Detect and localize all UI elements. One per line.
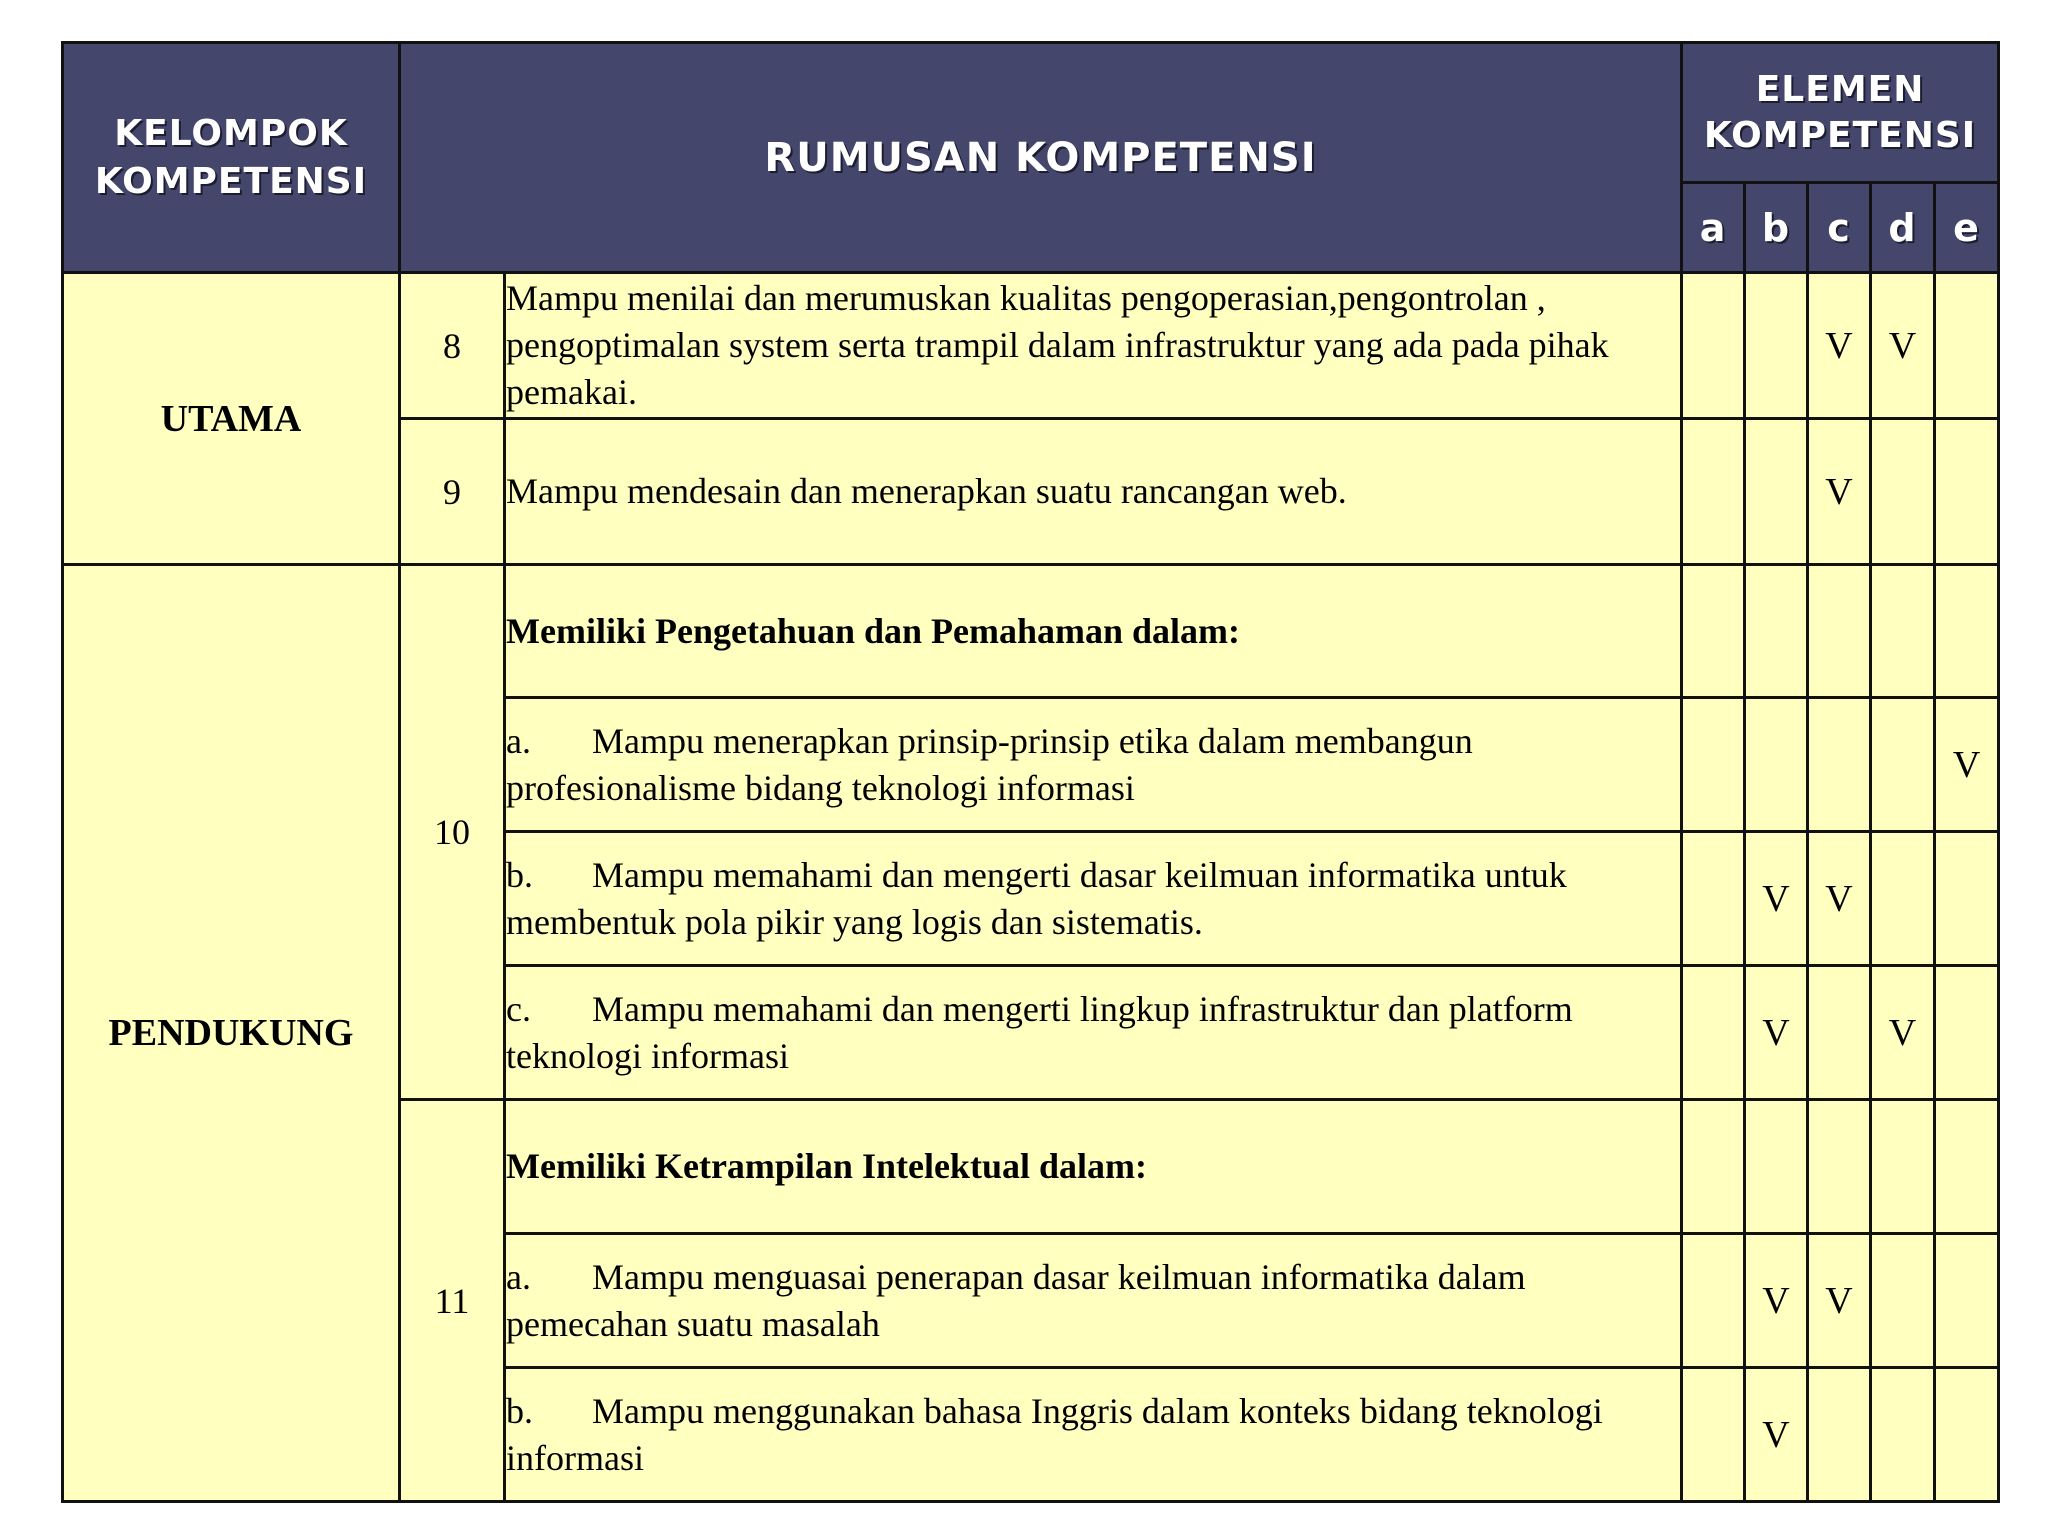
group-header: KELOMPOK KOMPETENSI — [63, 43, 400, 273]
header-row-top — [63, 43, 1999, 183]
check-cell — [1871, 1368, 1935, 1502]
subitem-label: c. — [506, 988, 531, 1029]
element-letter-b: b — [1745, 183, 1808, 273]
check-cell — [1935, 966, 1999, 1100]
table-row — [63, 273, 1999, 419]
subitem-label: b. — [506, 854, 533, 895]
check-mark: V — [1871, 273, 1935, 419]
check-cell — [1871, 1234, 1935, 1368]
subitem-text: Mampu memahami dan mengerti dasar keilmuan informatika untuk membentuk pola pikir yang logis dan sistematis. — [506, 854, 1567, 942]
check-cell — [1745, 1100, 1808, 1234]
competency-subitem — [505, 1368, 1682, 1502]
competency-heading: Memiliki Ketrampilan Intelektual dalam: — [505, 1100, 1682, 1234]
row-number: 8 — [400, 273, 505, 419]
check-cell — [1682, 698, 1745, 832]
check-cell — [1808, 1100, 1871, 1234]
check-cell — [1682, 565, 1745, 698]
check-mark: V — [1745, 832, 1808, 966]
check-cell — [1935, 1234, 1999, 1368]
subitem-text: Mampu menguasai penerapan dasar keilmuan informatika dalam pemecahan suatu masalah — [506, 1256, 1526, 1344]
check-cell — [1935, 273, 1999, 419]
check-cell — [1808, 565, 1871, 698]
check-cell — [1935, 1368, 1999, 1502]
check-mark: V — [1808, 1234, 1871, 1368]
competency-subitem — [505, 1234, 1682, 1368]
element-letter-c: c — [1808, 183, 1871, 273]
row-number: 9 — [400, 419, 505, 565]
check-cell — [1935, 419, 1999, 565]
subitem-label: b. — [506, 1390, 533, 1431]
check-cell — [1871, 419, 1935, 565]
competency-subitem — [505, 966, 1682, 1100]
formulation-header: RUMUSAN KOMPETENSI — [400, 43, 1682, 273]
check-cell — [1682, 832, 1745, 966]
competency-text: Mampu menilai dan merumuskan kualitas pengoperasian,pengontrolan , pengoptimalan system serta trampil dalam infrastruktur yang ada pada pihak pemakai. — [505, 273, 1682, 419]
check-cell — [1682, 1234, 1745, 1368]
check-mark: V — [1808, 832, 1871, 966]
competency-table — [61, 41, 2000, 1503]
check-cell — [1682, 966, 1745, 1100]
check-mark: V — [1745, 1368, 1808, 1502]
table-row — [63, 565, 1999, 698]
check-cell — [1935, 832, 1999, 966]
check-cell — [1682, 1100, 1745, 1234]
check-cell — [1935, 1100, 1999, 1234]
check-cell — [1808, 966, 1871, 1100]
check-cell — [1935, 565, 1999, 698]
check-cell — [1682, 419, 1745, 565]
check-cell — [1745, 273, 1808, 419]
check-mark: V — [1808, 273, 1871, 419]
elements-header: ELEMEN KOMPETENSI — [1682, 43, 1999, 183]
check-mark: V — [1808, 419, 1871, 565]
check-mark: V — [1871, 966, 1935, 1100]
competency-heading: Memiliki Pengetahuan dan Pemahaman dalam: — [505, 565, 1682, 698]
check-cell — [1808, 1368, 1871, 1502]
check-cell — [1871, 1100, 1935, 1234]
element-letter-e: e — [1935, 183, 1999, 273]
check-cell — [1682, 1368, 1745, 1502]
element-letter-d: d — [1871, 183, 1935, 273]
subitem-text: Mampu menggunakan bahasa Inggris dalam konteks bidang teknologi informasi — [506, 1390, 1603, 1478]
subitem-label: a. — [506, 720, 531, 761]
check-cell — [1808, 698, 1871, 832]
subitem-text: Mampu memahami dan mengerti lingkup infrastruktur dan platform teknologi informasi — [506, 988, 1573, 1076]
check-mark: V — [1935, 698, 1999, 832]
competency-text: Mampu mendesain dan menerapkan suatu rancangan web. — [505, 419, 1682, 565]
competency-subitem — [505, 698, 1682, 832]
check-cell — [1745, 698, 1808, 832]
check-cell — [1871, 832, 1935, 966]
competency-subitem — [505, 832, 1682, 966]
check-cell — [1745, 419, 1808, 565]
subitem-label: a. — [506, 1256, 531, 1297]
check-mark: V — [1745, 1234, 1808, 1368]
check-cell — [1745, 565, 1808, 698]
row-number: 10 — [400, 565, 505, 1100]
row-number: 11 — [400, 1100, 505, 1502]
check-cell — [1682, 273, 1745, 419]
check-mark: V — [1745, 966, 1808, 1100]
element-letter-a: a — [1682, 183, 1745, 273]
check-cell — [1871, 698, 1935, 832]
group-main: UTAMA — [63, 273, 400, 565]
subitem-text: Mampu menerapkan prinsip-prinsip etika dalam membangun profesionalisme bidang teknologi informasi — [506, 720, 1473, 808]
check-cell — [1871, 565, 1935, 698]
group-support: PENDUKUNG — [63, 565, 400, 1502]
